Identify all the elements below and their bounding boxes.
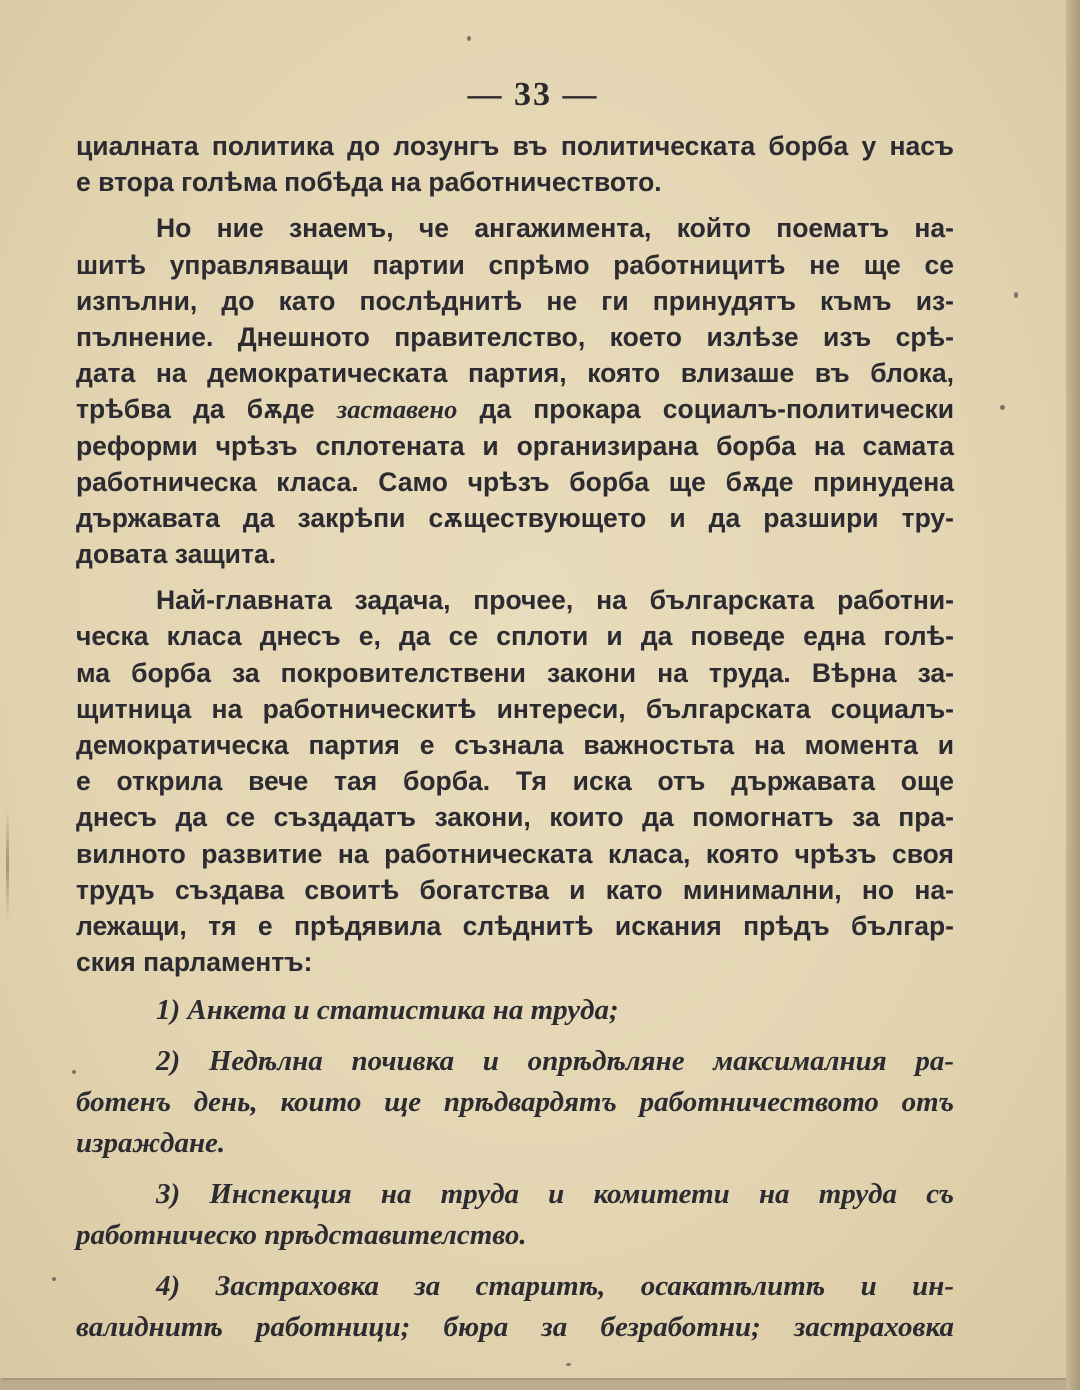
paper-speck: [52, 1277, 56, 1281]
paper-speck: [566, 1363, 571, 1366]
list-item-4-cont: валиднитѣ работници; бюра за безработни; застраховка: [76, 1311, 954, 1344]
page-number: — 33 —: [467, 76, 599, 113]
text-line: е втора голѣма побѣда на работничеството.: [76, 167, 662, 198]
text-line: реформи чрѣзъ сплотената и организирана борба на самата: [76, 430, 954, 461]
text-line: държавата да закрѣпи сѫществующето и да разшири тру-: [76, 502, 954, 533]
list-item-3-cont: работническо прѣдставителство.: [76, 1219, 527, 1252]
page-fold-mark: [6, 810, 9, 920]
list-item-2: 2) Недѣлна почивка и опрѣдѣляне максималния ра-: [156, 1045, 954, 1078]
text-line: е открила вече тая борба. Тя иска отъ държавата още: [76, 766, 954, 797]
list-item-4: 4) Застраховка за старитѣ, осакатѣлитѣ и ин-: [156, 1270, 954, 1303]
paper-speck: [467, 36, 471, 41]
page-body: [76, 128, 954, 1348]
text-line: изпълни, до като послѣднитѣ не ги принудятъ къмъ из-: [76, 285, 954, 316]
paragraph-gap: [76, 1031, 954, 1041]
text-line: довата защита.: [76, 539, 277, 570]
paper-speck: [1014, 292, 1018, 298]
scan-edge: [1066, 0, 1080, 1390]
paragraph-gap: [76, 980, 954, 990]
text-line: Но ние знаемъ, че ангажимента, който поематъ на-: [156, 213, 954, 244]
text-line: трудъ създава своитѣ богатства и като минимални, но на-: [76, 874, 954, 905]
list-item-1: 1) Анкета и статистика на труда;: [156, 994, 619, 1027]
text-segment: трѣбва да бѫде: [76, 394, 315, 425]
text-line: ческа класа днесъ е, да се сплоти и да поведе една голѣ-: [76, 621, 954, 652]
list-item-3: 3) Инспекция на труда и комитети на труда съ: [156, 1178, 954, 1211]
text-line: днесъ да се създадатъ закони, които да помогнатъ за пра-: [76, 802, 954, 833]
list-item-2-cont: израждане.: [76, 1127, 226, 1160]
text-line-mixed: [76, 391, 954, 427]
paragraph-gap: [76, 572, 954, 582]
paragraph-gap: [76, 1256, 954, 1266]
text-line: работническа класа. Само чрѣзъ борба ще бѫде принудена: [76, 466, 954, 497]
text-line: Най-главната задача, прочее, на българската работни-: [156, 585, 954, 616]
text-line: дата на демократическата партия, която влизаше въ блока,: [76, 358, 954, 389]
text-line: циалната политика до лозунгъ въ политическата борба у насъ: [76, 131, 954, 161]
text-segment: да прокара социалъ-политически: [479, 394, 955, 425]
text-line: ския парламентъ:: [76, 947, 313, 978]
list-item-2-cont: ботенъ день, които ще прѣдвардятъ работничеството отъ: [76, 1086, 954, 1119]
emphasized-word: заставено: [336, 394, 458, 425]
text-line: щитница на работническитѣ интереси, българската социалъ-: [76, 693, 954, 724]
text-line: вилното развитие на работническата класа, която чрѣзъ своя: [76, 838, 954, 869]
paragraph-gap: [76, 200, 954, 210]
text-line: лежащи, тя е прѣдявила слѣднитѣ искания прѣдъ българ-: [76, 910, 954, 941]
text-line: шитѣ управляващи партии спрѣмо работницитѣ не ще се: [76, 249, 954, 280]
text-line: ма борба за покровителствени закони на труда. Вѣрна за-: [76, 657, 954, 688]
paragraph-gap: [76, 1164, 954, 1174]
paper-speck: [1000, 405, 1005, 410]
text-line: демократическа партия е съзнала важностьта на момента и: [76, 730, 954, 760]
paper-speck: [72, 1070, 76, 1074]
text-line: пълнение. Днешното правителство, което излѣзе изъ срѣ-: [76, 321, 954, 352]
